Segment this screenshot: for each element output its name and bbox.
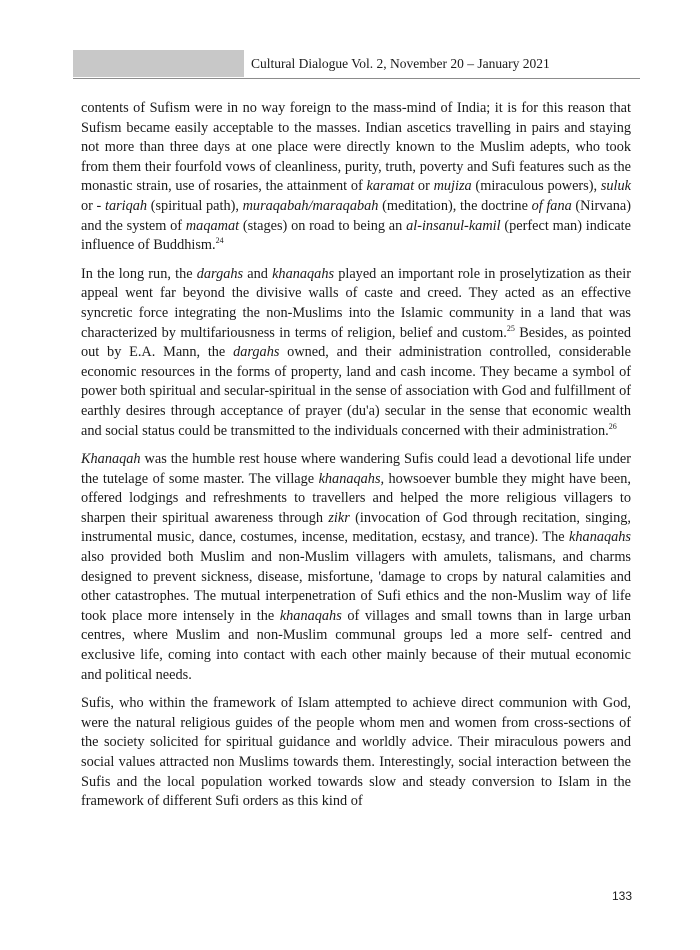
text-run: owned, and their administration controlled, considerable economic resources in the forms of property, land and cash income. They became a symbol of power both spiritual and secular-spiritual in the sense of association with God and fulfillment of earthly desires through acceptance of prayer (du'a) secular in the sense that economic wealth and social status could be transmitted to the individuals concerned with their administration. xyxy=(81,344,631,439)
italic-term: al-insanul-kamil xyxy=(406,217,501,234)
italic-term: of fana xyxy=(531,197,572,214)
text-run: In the long run, the xyxy=(81,265,197,282)
text-run: and xyxy=(243,265,273,282)
text-run: or xyxy=(414,178,434,195)
text-run: also provided both Muslim and non-Muslim villagers with amulets, talismans, and charms designed to prevent sickness, disease, misfortune, 'damage to crops by natural calamities and other catastrophes. The mutual interpenetration of Sufi ethics and the non-Muslim way of life took place more intensely in the xyxy=(81,549,631,624)
running-header: Cultural Dialogue Vol. 2, November 20 – January 2021 xyxy=(251,56,550,71)
text-run: (perfect man) indicate influence of Buddhism. xyxy=(81,217,631,254)
text-run: (stages) on road to being an xyxy=(239,217,407,234)
italic-term: maqamat xyxy=(185,217,240,234)
paragraph-2 xyxy=(81,265,631,441)
italic-term: khanaqahs xyxy=(569,529,631,546)
paragraph-3 xyxy=(81,450,631,685)
italic-term: Khanaqah xyxy=(81,451,141,468)
italic-term: suluk xyxy=(600,178,631,195)
footnote-ref: 24 xyxy=(215,236,224,246)
article-body xyxy=(81,99,631,821)
paragraph-1 xyxy=(81,99,631,256)
italic-term: zikr xyxy=(328,509,350,526)
text-run: or - xyxy=(81,197,105,214)
text-run: played an important role in proselytization as their appeal went far beyond the divisive walls of caste and creed. They acted as an effective syncretic force integrating the non-Muslims into the Islamic community in a land that was characterized by multifariousness in terms of religion, belief and custom. xyxy=(81,265,631,341)
italic-term: dargahs xyxy=(196,265,244,282)
italic-term: khanaqahs, xyxy=(318,470,385,487)
footnote-ref: 25 xyxy=(506,323,515,333)
header-rule xyxy=(73,78,640,79)
footnote-ref: 26 xyxy=(608,421,617,431)
text-run: (spiritual path), xyxy=(147,197,243,214)
italic-term: dargahs xyxy=(233,344,280,361)
italic-term: karamat xyxy=(366,178,415,195)
text-run: of villages and small towns than in large urban centres, where Muslim and non-Muslim communal groups led a more self- centred and exclusive life, coming into contact with each other mainly because of their mutual economic and political needs. xyxy=(81,607,631,683)
paragraph-4 xyxy=(81,694,631,812)
italic-term: tariqah xyxy=(104,197,148,214)
text-run: Sufis, who within the framework of Islam attempted to achieve direct communion with God, were the natural religious guides of the people whom men and women from cross-sections of the society solicited for spiritual guidance and worldly advice. Their miraculous powers and social values attracted non Muslims towards them. Interestingly, social interaction between the Sufis and the local population worked towards slow and steady conversion to Islam in the framework of different Sufi orders as this kind of xyxy=(81,695,631,810)
text-run: (invocation of God through recitation, singing, instrumental music, dance, costumes, incense, meditation, ecstasy, and trance). The xyxy=(81,509,632,546)
italic-term: muraqabah/maraqabah xyxy=(242,197,379,214)
text-run: Besides, as pointed out by E.A. Mann, the xyxy=(81,324,631,361)
text-run: (miraculous powers), xyxy=(471,178,601,195)
italic-term: khanaqahs xyxy=(272,265,335,282)
text-run: (meditation), the doctrine xyxy=(378,197,532,214)
text-run: contents of Sufism were in no way foreign to the mass-mind of India; it is for this reason that Sufism became easily acceptable to the masses. Indian ascetics travelling in pairs and staying not more than three days at one place were directly known to the Muslim adepts, who took from them their fourfold vows of cleanliness, purity, truth, poverty and Sufi features such as the monastic strain, use of rosaries, the attainment of xyxy=(81,100,631,195)
italic-term: khanaqahs xyxy=(279,607,342,624)
italic-term: mujiza xyxy=(433,178,472,195)
text-run: was the humble rest house where wandering Sufis could lead a devotional life under the tutelage of some master. The village xyxy=(81,451,631,487)
page-number: 133 xyxy=(612,889,633,903)
header-gray-block xyxy=(73,50,244,77)
text-run: (Nirvana) and the system of xyxy=(81,197,631,234)
text-run: howsoever bumble they might have been, offered lodgings and refreshments to travellers and helped the more religious villagers to sharpen their spiritual awareness through xyxy=(81,470,631,526)
